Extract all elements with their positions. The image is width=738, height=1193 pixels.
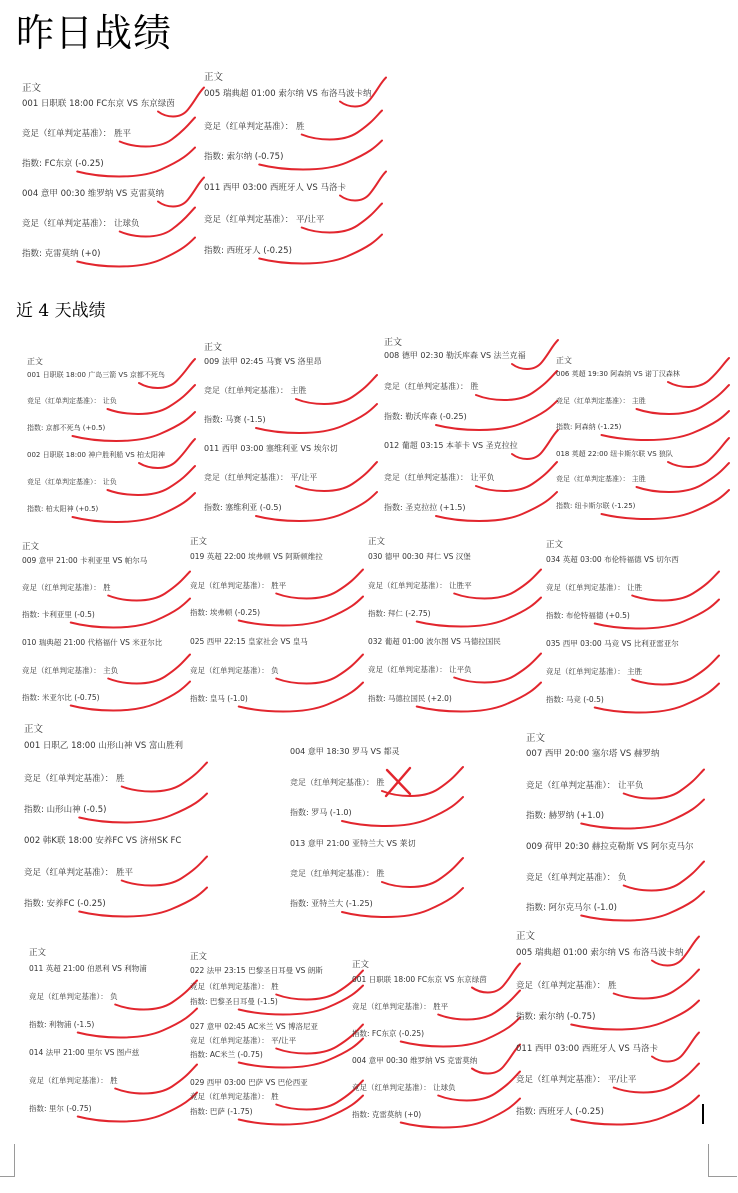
body-label: 正文 — [368, 537, 386, 547]
fixture-line: 001 日职联 18:00 FC东京 VS 东京绿茵 — [352, 975, 487, 984]
prediction-line: 竞足（红单判定基准）： 让平负 — [384, 473, 495, 482]
section-title-recent: 近 4 天战绩 — [16, 301, 106, 321]
red-check-stroke — [438, 991, 520, 1020]
body-label: 正文 — [22, 83, 42, 94]
prediction-line: 竞足（红单判定基准）： 平/让平 — [204, 215, 325, 225]
fixture-line: 035 西甲 03:00 马竞 VS 比利亚雷亚尔 — [546, 639, 679, 648]
red-check-stroke — [652, 1033, 699, 1062]
index-line: 指数: FC东京 (-0.25) — [22, 159, 104, 169]
index-line: 指数: 拜仁 (-2.75) — [368, 609, 431, 618]
red-check-stroke — [632, 656, 719, 685]
red-check-stroke — [340, 172, 386, 201]
index-line: 指数: FC东京 (-0.25) — [352, 1029, 425, 1038]
body-label: 正文 — [526, 733, 546, 744]
red-check-stroke — [108, 572, 190, 601]
fixture-line: 001 日职联 18:00 FC东京 VS 东京绿茵 — [22, 99, 175, 109]
red-check-stroke — [624, 862, 704, 891]
prediction-line: 竞足（红单判定基准）： 胜 — [29, 1076, 118, 1085]
prediction-line: 竞足（红单判定基准）： 胜 — [516, 981, 617, 991]
red-check-stroke — [632, 572, 719, 601]
fixture-line: 001 日职联 18:00 广岛三箭 VS 京都不死鸟 — [27, 371, 165, 379]
index-line: 指数: 皇马 (-1.0) — [190, 694, 248, 703]
fixture-line: 025 西甲 22:15 皇家社会 VS 皇马 — [190, 637, 308, 646]
prediction-line: 竞足（红单判定基准）： 让负 — [27, 397, 117, 405]
match-card — [526, 730, 706, 915]
match-card — [190, 950, 365, 1120]
red-check-stroke — [158, 178, 204, 207]
fixture-line: 002 韩K联 18:00 安养FC VS 济州SK FC — [24, 836, 182, 846]
red-check-stroke — [382, 858, 463, 887]
prediction-line: 竞足（红单判定基准）： 平/让平 — [204, 473, 318, 482]
text-cursor — [702, 1104, 704, 1124]
index-line: 指数: 安养FC (-0.25) — [24, 899, 106, 909]
red-check-stroke — [472, 1045, 520, 1074]
index-line: 指数: 利物浦 (-1.5) — [29, 1020, 95, 1029]
body-label: 正文 — [352, 960, 370, 970]
match-card — [516, 928, 701, 1118]
prediction-line: 竞足（红单判定基准）： 胜 — [204, 122, 305, 132]
prediction-line: 竞足（红单判定基准）： 让平负 — [526, 781, 644, 791]
match-card — [368, 535, 543, 705]
match-card — [22, 540, 192, 705]
red-check-stroke — [342, 797, 463, 826]
fixture-line: 011 英超 21:00 伯恩利 VS 利物浦 — [29, 964, 147, 973]
red-check-stroke — [239, 683, 363, 712]
fixture-line: 012 葡超 03:15 本菲卡 VS 圣克拉拉 — [384, 441, 518, 450]
prediction-line: 竞足（红单判定基准）： 胜平 — [22, 129, 131, 139]
prediction-line: 竞足（红单判定基准）： 胜 — [190, 1092, 279, 1101]
match-card — [190, 535, 365, 705]
red-check-stroke — [122, 857, 207, 886]
fixture-line: 004 意甲 00:30 维罗纳 VS 克雷莫纳 — [22, 189, 164, 199]
red-check-stroke — [382, 767, 463, 796]
fixture-line: 009 法甲 02:45 马赛 VS 洛里昂 — [204, 357, 322, 366]
index-line: 指数: 阿森纳 (-1.25) — [556, 423, 622, 431]
fixture-line: 034 英超 03:00 布伦特福德 VS 切尔西 — [546, 555, 679, 564]
index-line: 指数: 赫罗纳 (+1.0) — [526, 811, 605, 821]
prediction-line: 竞足（红单判定基准）： 负 — [190, 666, 279, 675]
red-check-stroke — [78, 1009, 197, 1038]
red-check-stroke — [276, 655, 363, 684]
match-card — [556, 355, 731, 515]
prediction-line: 竞足（红单判定基准）： 胜 — [384, 382, 479, 391]
body-label: 正文 — [384, 338, 403, 348]
index-line: 指数: 西班牙人 (-0.25) — [516, 1107, 604, 1117]
fixture-line: 005 瑞典超 01:00 索尔纳 VS 布洛马波卡纳 — [204, 89, 372, 99]
index-line: 指数: 罗马 (-1.0) — [290, 808, 352, 817]
prediction-line: 竞足（红单判定基准）： 胜平 — [352, 1002, 449, 1011]
fixture-line: 001 日职乙 18:00 山形山神 VS 富山胜利 — [24, 741, 183, 751]
red-check-stroke — [120, 118, 195, 147]
fixture-line: 005 瑞典超 01:00 索尔纳 VS 布洛马波卡纳 — [516, 948, 684, 958]
index-line: 指数: 巴萨 (-1.75) — [190, 1107, 253, 1116]
fixture-line: 004 意甲 00:30 维罗纳 VS 克雷莫纳 — [352, 1056, 478, 1065]
fixture-line: 009 荷甲 20:30 赫拉克勒斯 VS 阿尔克马尔 — [526, 842, 694, 852]
match-card — [290, 746, 465, 911]
body-label: 正文 — [516, 931, 536, 942]
red-check-stroke — [108, 655, 190, 684]
prediction-line: 竞足（红单判定基准）： 负 — [29, 992, 118, 1001]
match-card — [27, 356, 197, 516]
index-line: 指数: 阿尔克马尔 (-1.0) — [526, 903, 617, 913]
index-line: 指数: 山形山神 (-0.5) — [24, 805, 107, 815]
prediction-line: 竞足（红单判定基准）： 主胜 — [546, 667, 643, 676]
body-label: 正文 — [546, 540, 564, 550]
prediction-line: 竞足（红单判定基准）： 让球负 — [22, 219, 140, 229]
red-check-stroke — [302, 111, 382, 140]
prediction-line: 竞足（红单判定基准）： 胜平 — [24, 868, 133, 878]
red-check-stroke — [614, 970, 699, 999]
fixture-line: 027 意甲 02:45 AC米兰 VS 博洛尼亚 — [190, 1022, 318, 1031]
red-check-stroke — [108, 466, 196, 495]
match-card — [22, 80, 197, 265]
body-label: 正文 — [22, 542, 40, 552]
fixture-line: 022 法甲 23:15 巴黎圣日耳曼 VS 朗斯 — [190, 966, 323, 975]
prediction-line: 竞足（红单判定基准）： 胜平 — [190, 581, 287, 590]
prediction-line: 竞足（红单判定基准）： 让负 — [27, 478, 117, 486]
prediction-line: 竞足（红单判定基准）： 主胜 — [204, 386, 307, 395]
page-title: 昨日战绩 — [16, 11, 173, 55]
page-corner-left — [0, 1144, 15, 1177]
prediction-line: 竞足（红单判定基准）： 平/让平 — [516, 1075, 637, 1085]
body-label: 正文 — [204, 72, 224, 83]
index-line: 指数: 卡利亚里 (-0.5) — [22, 610, 95, 619]
red-check-stroke — [595, 684, 719, 713]
body-label: 正文 — [556, 356, 572, 365]
index-line: 指数: 马德拉国民 (+2.0) — [368, 694, 452, 703]
prediction-line: 竞足（红单判定基准）： 胜 — [22, 583, 111, 592]
index-line: 指数: 克雷莫纳 (+0) — [22, 249, 101, 259]
body-label: 正文 — [204, 343, 223, 353]
index-line: 指数: 圣克拉拉 (+1.5) — [384, 503, 466, 512]
red-check-stroke — [296, 375, 377, 404]
body-label: 正文 — [27, 357, 43, 366]
prediction-line: 竞足（红单判定基准）： 主胜 — [556, 397, 646, 405]
index-line: 指数: 柏太阳神 (+0.5) — [27, 505, 99, 513]
red-check-stroke — [115, 1065, 197, 1094]
match-card — [384, 335, 559, 515]
red-cross-stroke — [386, 768, 410, 796]
prediction-line: 竞足（红单判定基准）： 胜 — [290, 869, 385, 878]
fixture-line: 002 日职联 18:00 神户胜利船 VS 柏太阳神 — [27, 451, 165, 459]
match-card — [29, 946, 199, 1116]
fixture-line: 011 西甲 03:00 西班牙人 VS 马洛卡 — [516, 1044, 658, 1054]
index-line: 指数: 索尔纳 (-0.75) — [204, 152, 284, 162]
red-check-stroke — [637, 385, 730, 414]
body-label: 正文 — [29, 948, 47, 958]
red-check-stroke — [256, 404, 377, 433]
index-line: 指数: 里尔 (-0.75) — [29, 1104, 92, 1113]
fixture-line: 032 葡超 01:00 波尔图 VS 马德拉国民 — [368, 637, 501, 646]
red-check-stroke — [637, 463, 730, 492]
match-card — [204, 69, 384, 259]
red-check-stroke — [476, 371, 557, 400]
fixture-line: 030 德甲 00:30 拜仁 VS 汉堡 — [368, 552, 471, 561]
fixture-line: 010 瑞典超 21:00 代格福什 VS 米亚尔比 — [22, 638, 163, 647]
fixture-line: 013 意甲 21:00 亚特兰大 VS 莱切 — [290, 839, 416, 848]
prediction-line: 竞足（红单判定基准）： 主胜 — [556, 475, 646, 483]
index-line: 指数: 克雷莫纳 (+0) — [352, 1110, 422, 1119]
fixture-line: 014 法甲 21:00 里尔 VS 图卢兹 — [29, 1048, 140, 1057]
prediction-line: 竞足（红单判定基准）： 让胜 — [546, 583, 643, 592]
fixture-line: 019 英超 22:00 埃弗顿 VS 阿斯顿维拉 — [190, 552, 323, 561]
prediction-line: 竞足（红单判定基准）： 让胜平 — [368, 581, 472, 590]
red-check-stroke — [115, 981, 197, 1010]
match-card — [204, 340, 379, 515]
fixture-line: 004 意甲 18:30 罗马 VS 都灵 — [290, 747, 400, 756]
index-line: 指数: 塞维利亚 (-0.5) — [204, 503, 282, 512]
prediction-line: 竞足（红单判定基准）： 让平负 — [368, 665, 472, 674]
red-check-stroke — [668, 438, 729, 467]
index-line: 指数: 亚特兰大 (-1.25) — [290, 899, 373, 908]
red-check-stroke — [78, 1093, 197, 1122]
index-line: 指数: 埃弗顿 (-0.25) — [190, 608, 261, 617]
prediction-line: 竞足（红单判定基准）： 胜 — [290, 778, 385, 787]
prediction-line: 竞足（红单判定基准）： 负 — [526, 873, 627, 883]
index-line: 指数: 布伦特福德 (+0.5) — [546, 611, 630, 620]
match-card — [24, 721, 209, 911]
fixture-line: 018 英超 22:00 纽卡斯尔联 VS 狼队 — [556, 450, 673, 458]
index-line: 指数: 京都不死鸟 (+0.5) — [27, 424, 106, 432]
fixture-line: 011 西甲 03:00 西班牙人 VS 马洛卡 — [204, 183, 346, 193]
red-check-stroke — [276, 570, 363, 599]
index-line: 指数: 米亚尔比 (-0.75) — [22, 693, 100, 702]
fixture-line: 009 意甲 21:00 卡利亚里 VS 帕尔马 — [22, 556, 148, 565]
body-label: 正文 — [190, 952, 208, 962]
prediction-line: 竞足（红单判定基准）： 主负 — [22, 666, 119, 675]
index-line: 指数: 马赛 (-1.5) — [204, 415, 266, 424]
body-label: 正文 — [24, 724, 44, 735]
fixture-line: 006 英超 19:30 阿森纳 VS 诺丁汉森林 — [556, 370, 680, 378]
red-check-stroke — [108, 385, 196, 414]
match-card — [352, 958, 522, 1123]
prediction-line: 竞足（红单判定基准）： 胜 — [190, 982, 279, 991]
index-line: 指数: 西班牙人 (-0.25) — [204, 246, 292, 256]
prediction-line: 竞足（红单判定基准）： 让球负 — [352, 1083, 456, 1092]
fixture-line: 029 西甲 03:00 巴萨 VS 巴伦西亚 — [190, 1078, 308, 1087]
index-line: 指数: 巴黎圣日耳曼 (-1.5) — [190, 997, 278, 1006]
index-line: 指数: AC米兰 (-0.75) — [190, 1050, 263, 1059]
red-check-stroke — [512, 430, 558, 459]
fixture-line: 007 西甲 20:00 塞尔塔 VS 赫罗纳 — [526, 749, 660, 759]
fixture-line: 008 德甲 02:30 勒沃库森 VS 法兰克福 — [384, 351, 526, 360]
page-corner-right — [708, 1144, 737, 1177]
index-line: 指数: 索尔纳 (-0.75) — [516, 1012, 596, 1022]
index-line: 指数: 马竞 (-0.5) — [546, 695, 604, 704]
match-card — [546, 538, 721, 708]
index-line: 指数: 纽卡斯尔联 (-1.25) — [556, 502, 636, 510]
red-check-stroke — [417, 598, 541, 627]
prediction-line: 竞足（红单判定基准）： 胜 — [24, 774, 125, 784]
red-check-stroke — [122, 763, 207, 792]
fixture-line: 011 西甲 03:00 塞维利亚 VS 埃尔切 — [204, 444, 338, 453]
prediction-line: 竞足（红单判定基准）： 平/让平 — [190, 1036, 297, 1045]
body-label: 正文 — [190, 537, 208, 547]
index-line: 指数: 勒沃库森 (-0.25) — [384, 412, 467, 421]
